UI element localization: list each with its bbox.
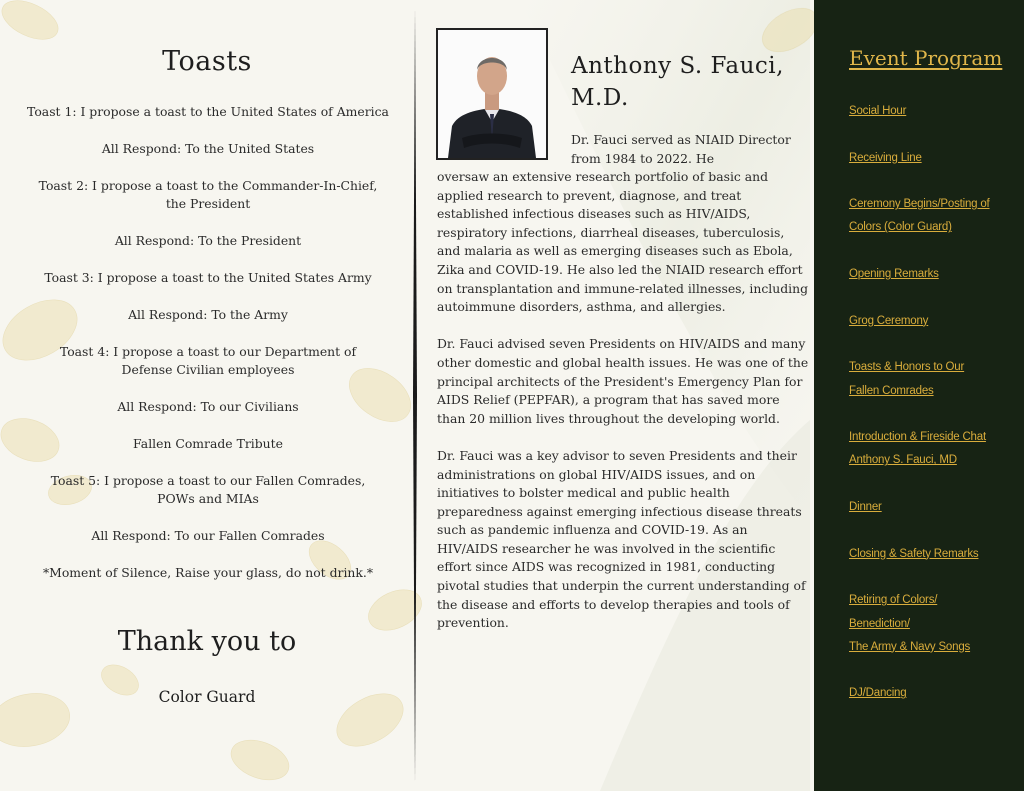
bio-intro: Dr. Fauci served as NIAID Director from 1984 to 2022. He bbox=[571, 132, 791, 166]
toast-item: Fallen Comrade Tribute bbox=[133, 436, 283, 451]
program-item-line: Benediction/ bbox=[849, 617, 910, 630]
program-item-line: Closing & Safety Remarks bbox=[849, 547, 979, 560]
toast-item: All Respond: To the United States bbox=[101, 141, 315, 156]
program-item[interactable] bbox=[849, 263, 1024, 286]
toast-item: Toast 5: I propose a toast to our Fallen Comrades, POWs and MIAs bbox=[50, 473, 366, 506]
bio-paragraph: Dr. Fauci was a key advisor to seven Presidents and their administrations on global HIV/AIDS issues, and on initiatives to bolster medical and public health preparedness against emerging infectious disease threats such as pandemic influenza and COVID-19. As an HIV/AIDS researcher he was involved in the scientific effort since AIDS was recognized in 1981, conducting pivotal studies that underpin the current understanding of the disease and efforts to develop therapies and tools of prevention. bbox=[437, 447, 806, 631]
toasts-panel bbox=[0, 0, 414, 791]
toast-list bbox=[14, 103, 402, 601]
program-item-line: Fallen Comrades bbox=[849, 384, 934, 397]
speaker-name bbox=[571, 50, 811, 114]
program-item[interactable] bbox=[849, 496, 1024, 519]
program-item[interactable] bbox=[849, 193, 1024, 240]
person-portrait-icon bbox=[438, 30, 546, 158]
toast-item: Toast 4: I propose a toast to our Department of Defense Civilian employees bbox=[59, 344, 357, 377]
toast-item: Toast 1: I propose a toast to the United States of America bbox=[27, 104, 389, 119]
event-program-list bbox=[849, 100, 1024, 729]
program-item-line: Receiving Line bbox=[849, 151, 922, 164]
toast-item: *Moment of Silence, Raise your glass, do not drink.* bbox=[42, 565, 374, 580]
program-item[interactable] bbox=[849, 356, 1024, 403]
toast-item: All Respond: To our Civilians bbox=[117, 399, 299, 414]
vertical-divider bbox=[412, 8, 418, 783]
program-item[interactable] bbox=[849, 543, 1024, 566]
program-item-line: Anthony S. Fauci, MD bbox=[849, 454, 957, 467]
speaker-name-line2: M.D. bbox=[571, 85, 629, 111]
program-item-line: DJ/Dancing bbox=[849, 687, 907, 700]
program-item-line: Dinner bbox=[849, 501, 882, 514]
program-item[interactable] bbox=[849, 426, 1024, 473]
program-item-line: Retiring of Colors/ bbox=[849, 594, 938, 607]
toast-item: Toast 2: I propose a toast to the Commander-In-Chief, the President bbox=[38, 178, 378, 211]
program-item-line: Introduction & Fireside Chat bbox=[849, 431, 986, 444]
bio-paragraph: Dr. Fauci advised seven Presidents on HIV/AIDS and many other domestic and global health issues. He was one of the principal architects of the President's Emergency Plan for AIDS Relief (PEPFAR), a program that has saved more than 20 million lives throughout the developing world. bbox=[437, 336, 809, 426]
program-item[interactable] bbox=[849, 682, 1024, 705]
program-item[interactable] bbox=[849, 310, 1024, 333]
program-item-line: Ceremony Begins/Posting of bbox=[849, 198, 990, 211]
speaker-name-line1: Anthony S. Fauci, bbox=[571, 53, 784, 79]
bio-panel bbox=[420, 0, 814, 791]
bio-body bbox=[437, 168, 811, 651]
program-item[interactable] bbox=[849, 100, 1024, 123]
toast-item: All Respond: To the Army bbox=[128, 307, 288, 322]
program-item-line: Toasts & Honors to Our bbox=[849, 361, 965, 374]
thank-you-title: Thank you to bbox=[117, 626, 297, 657]
toast-item: Toast 3: I propose a toast to the United States Army bbox=[44, 270, 372, 285]
portrait-photo bbox=[436, 28, 548, 160]
program-item-line: Grog Ceremony bbox=[849, 314, 929, 327]
bio-paragraph: oversaw an extensive research portfolio of basic and applied research to prevent, diagnose, and treat established infectious diseases such as HIV/AIDS, respiratory infections, diarrheal diseases, tuberculosis, and malaria as well as emerging diseases such as Ebola, Zika and COVID-19. He also led the NIAID research effort on transplantation and immune-related illnesses, including autoimmune disorders, asthma, and allergies. bbox=[437, 169, 809, 315]
program-item-line: Colors (Color Guard) bbox=[849, 221, 952, 234]
toast-item: All Respond: To the President bbox=[114, 233, 302, 248]
program-item-line: Social Hour bbox=[849, 105, 907, 117]
event-program-panel bbox=[814, 0, 1024, 791]
toasts-title: Toasts bbox=[162, 46, 252, 77]
program-item-line: Opening Remarks bbox=[849, 268, 939, 281]
toast-item: All Respond: To our Fallen Comrades bbox=[91, 528, 325, 543]
thank-you-name: Color Guard bbox=[158, 688, 256, 706]
program-item-line: The Army & Navy Songs bbox=[849, 640, 971, 653]
event-program-title: Event Program bbox=[849, 46, 1003, 70]
program-item[interactable] bbox=[849, 589, 1024, 659]
program-item[interactable] bbox=[849, 147, 1024, 170]
